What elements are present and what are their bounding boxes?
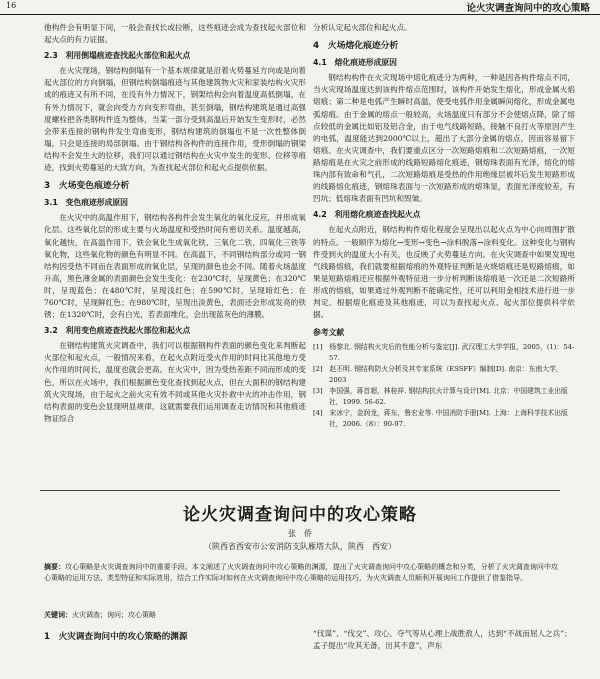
section-3-1-heading: 3.1 变色痕迹形成原因 [44, 198, 128, 208]
article-title: 论火灾调查询问中的攻心策略 [183, 505, 417, 525]
keywords-text: 火灾调查；询问；攻心策略 [72, 611, 156, 619]
right-column [313, 22, 575, 430]
paragraph: 在火灾现场，钢结构倒塌有一个基本规律就是沿着火势蔓延方向或是向着起火部位的方向倒塌，但钢结构倒塌痕迹与其他建筑物火灾和家装结构火灾形成的痕迹又有所不同，在没有外力情况下，钢架结构会向着温度高低倒塌，在有外力情况下，就会向受力方向变形弯曲，甚至倒塌，钢结构建筑是通过高强度螺栓把各类钢构件连为整体，当某一部分受到高温后开始发生变形时，必然会带来连接的钢构件发生弯曲变形，钢结构建筑的倒塌也不是一次性整体倒塌，只会是连接的局部倒塌。由于钢结构各构件的连接作用，受形倒塌的钢梁结构不会发生大的位移，我们可以通过钢结构在火灾中发生的变形、位移等痕迹，找到火势蔓延的大致方向，为查找起火部位和起火点提供依据。 [44, 66, 306, 173]
abstract [44, 562, 558, 585]
article-divider [40, 490, 560, 491]
keywords-label: 关键词： [44, 611, 72, 619]
section-3-2-heading: 3.2 利用变色痕迹查找起火部位和起火点 [44, 326, 191, 336]
reference-item: [1] 杨黎北. 钢结构火灾后的性能分析与鉴定[J]. 武汉理工大学学报，2005，(1)：54-57. [313, 343, 575, 363]
section-4-1-heading: 4.1 熔化痕迹形成原因 [313, 58, 397, 68]
article-right-column [313, 628, 575, 652]
left-column [44, 22, 306, 426]
paragraph: “伐谋”、“伐交”、攻心、夺气等从心理上战胜敌人，达到“不战而屈人之兵”；孟子提出“攻其无备，出其不意”，声东 [313, 629, 572, 650]
running-title: 论火灾调查询问中的攻心策略 [466, 3, 590, 14]
author-name: 张 侨 [288, 529, 312, 538]
paragraph: 在起火点附近，钢结构构件熔化程度会呈现出以起火点为中心向周围扩散的特点。一般顺序为熔化→变形→变色→涂料脱落→涂料变化。这种变化与钢构件受到火的温度大小有关，也反映了火势蔓延方向。在火灾调查中如果发现电气线路熔痕，我们就要根据熔痕的外观特征判断是火烧熔痕还是短路熔痕，如果是短路熔痕还应根据外观特征进一步分析判断该熔痕是一次还是二次短路所形成的熔痕，如果通过外观判断不能确定性，还可以利用金相技术进行进一步判定。根据熔化痕迹及其他痕迹，可以为查找起火点、起火部位提供科学依据。 [313, 225, 575, 320]
abstract-label: 摘要： [44, 563, 66, 571]
abstract-text: 攻心策略是火灾调查询问中的重要手段。本文阐述了火灾调查询问中攻心策略的渊源，提出了火灾调查询问中攻心策略的概念和分类，分析了火灾调查询问中攻心策略的运用方法、类型特征和实际效用，结合工作实际对如何在火灾调查询问中攻心策略的运用技巧，为火灾调查人员顺利开展询问工作提供了借鉴指导。 [44, 563, 558, 583]
paragraph: 他构件会有明显下间，一般会查找长或拉断，这些痕迹会成为查找起火部位和起火点的有力证据。 [44, 23, 306, 45]
reference-item: [2] 赵丕明. 钢结构防火分析及其专家系统（ESSFF）编制[D]. 南京：东南大学，2003 [313, 365, 563, 385]
paragraph: 在钢结构建筑火灾调查中，我们可以根据钢构件表面的颜色变化来判断起火部位和起火点，一般情况来看，在起火点附近受火作用的时间比其他地方受火作用的时间长，温度也就会更高。在火灾中，因为受热差距不同而形成的变色，所以在火场中，我们根据颜色变化查找到起火点，但在大面积的钢结构建筑火灾现场，由于起火之前火灾有效不同或其他火灾扑救中火的冲击作用，钢结构表面的变色会显现明显规律，这就需要我们运用调查走访情况和其他痕迹物证综合 [44, 341, 306, 423]
section-3-heading: 3 火场变色痕迹分析 [44, 181, 130, 192]
keywords [44, 610, 156, 620]
reference-item: [4] 宋冰宁，金润龙，蒋东，鲁宏业等. 中国消防手册[M]. 上海：上海科学技术出版社，2006.（8）：90-97. [313, 409, 568, 429]
paragraph: 分析认定起火部位和起火点。 [313, 23, 412, 32]
reference-item: [3] 李国强，蒋首超，林桂祥. 钢结构抗火计算与设计[M]. 北京：中国建筑工业出版社，1999. 56-62. [313, 387, 568, 407]
author-affiliation: （陕西省西安市公安消防支队雁塔大队，陕西 西安） [204, 542, 396, 551]
references-heading: 参考文献 [313, 328, 345, 338]
section-4-heading: 4 火场熔化痕迹分析 [313, 41, 399, 52]
section-4-2-heading: 4.2 利用熔化痕迹查找起火点 [313, 210, 421, 220]
page-number: 16 [6, 1, 17, 10]
section-1-heading: 1 火灾调查询问中的攻心策略的渊源 [44, 632, 188, 642]
paragraph: 在火灾中的高温作用下，钢结构各构件会发生氧化的氧化反应，并形成氧化层。这些氧化层的形成主要与火场温度和受热时间有密切关系。温度越高，氧化越快，在高温作用下，铁会氧化生成氧化铁、三氧化二铁、四氧化三铁等氧化物，这些氧化物的颜色有明显不同。在高温下，不同钢结构部分或同一钢结构因受热不同而在表面形成的氧化层，呈现的颜色也会不同。随着火场温度升高，黑色薄金属的表面颜色会发生变化：在230℃时，呈现黄色；在320℃时，呈现蓝色；在480℃时，呈现浅红色；在590℃时，呈现暗红色；在760℃时，呈现鲜红色；在980℃时，呈现出淡黄色，表面还会形成发亮的铁锈；在1320℃时，会有白光，若表面堆化，会出现蓝灰色的薄膜。 [44, 213, 306, 320]
page-header [0, 0, 600, 15]
paragraph: 钢结构构件在火灾现场中熔化痕迹分为两种，一种是因各构件熔点不同，当火灾现场温度达到该构件熔点范围时，该构件开始发生熔化，形成金属火焰熔痕；第二种是电弧产生瞬时高温，使受电弧作用金属瞬间熔化，形成金属电弧熔痕。由于金属的熔点一般较高，火场温度只有部分不会使熔点降，除了熔点较低的金属比如铝及铝合金，由于电气线路短路，接触不良打火等原因产生的电弧，温度能达到2000℃以上，超出了大部分金属的熔点，因而容易留下熔痕。在火灾调查中，我们要重点区分一次短路熔痕和二次短路熔痕，一次短路熔痕是在火灾之前形成的线路短路熔化痕迹，钢熔珠表面有光泽，熔化的熔珠内部有致命和气孔，二次短路熔痕是受热的作用绝缘层被坏后发生短路形成的线路熔化痕迹，钢熔珠表面与一次短路形成的熔珠显，表面光泽度较差，有凹坑；低熔珠表面有凹坑和毁皱。 [313, 73, 575, 204]
section-2-3-heading: 2.3 利用倒塌痕迹查找起火部位和起火点 [44, 51, 191, 61]
